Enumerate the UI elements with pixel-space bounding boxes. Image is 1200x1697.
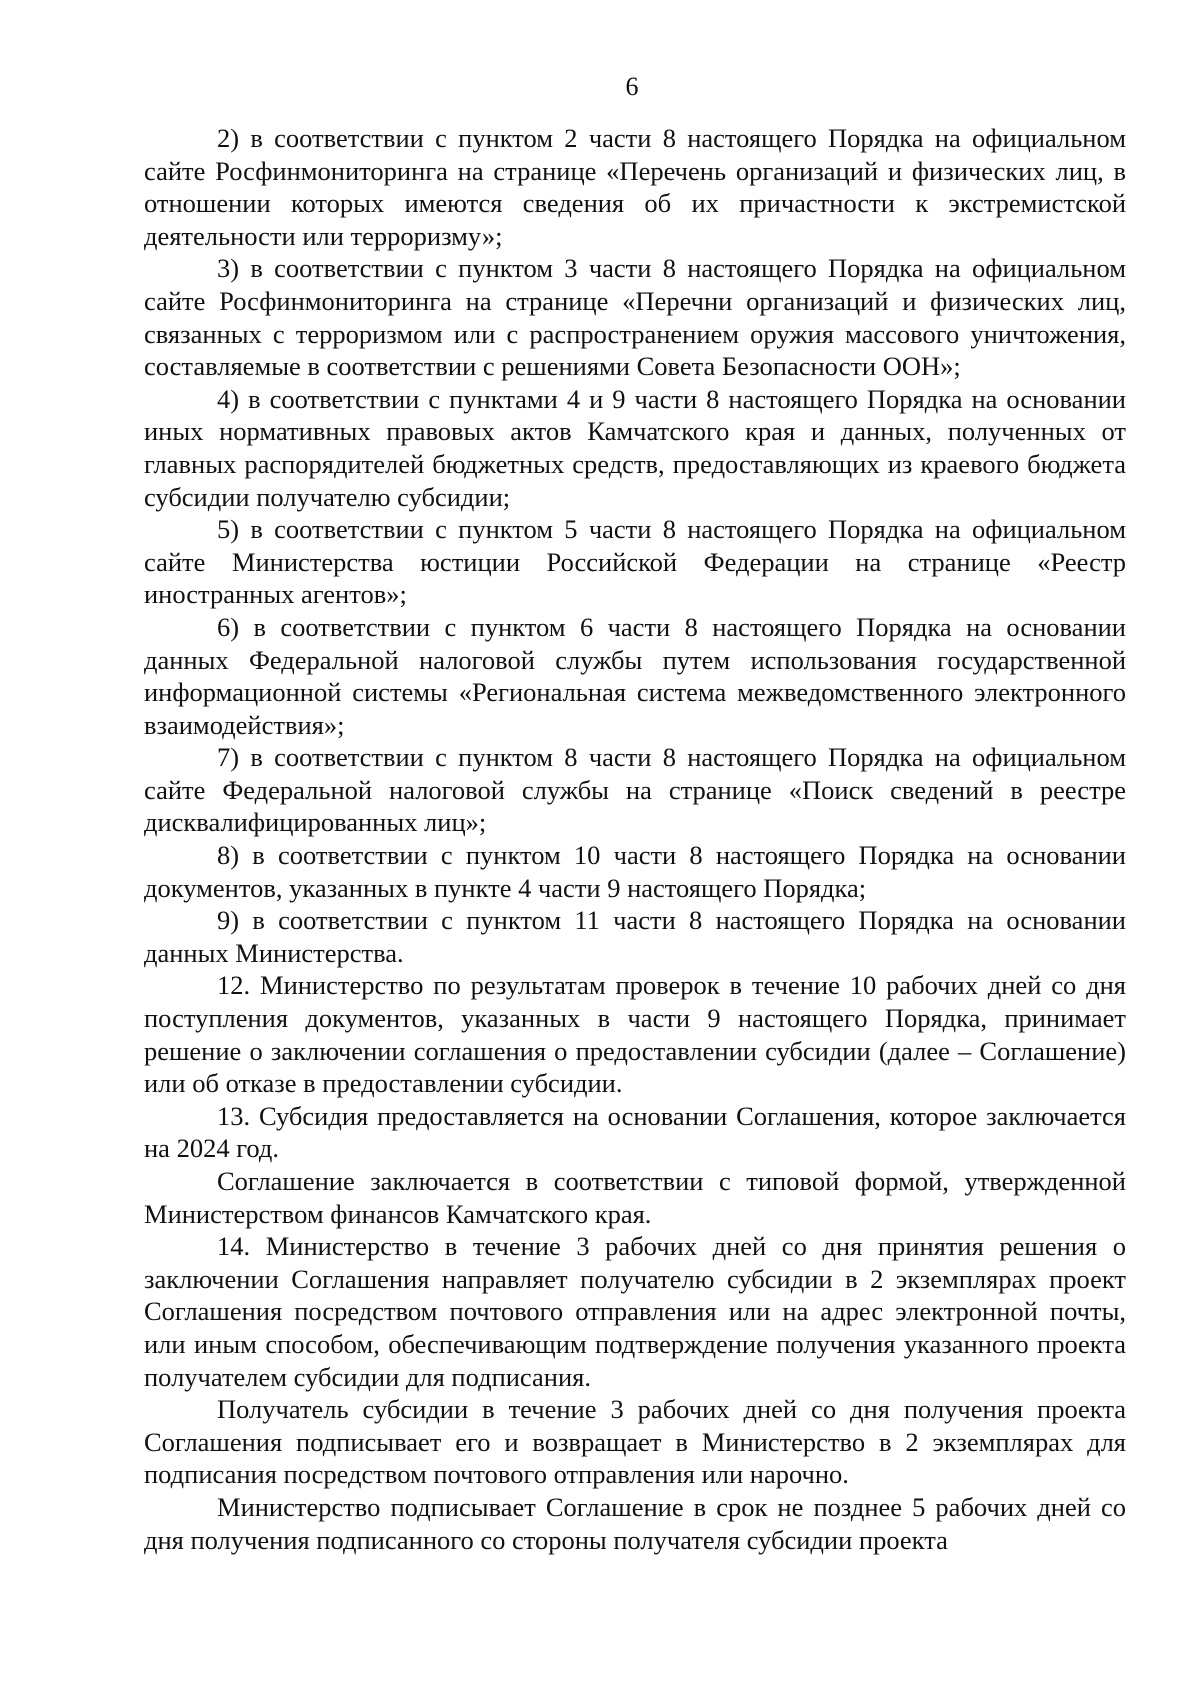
paragraph-item-8: 8) в соответствии с пунктом 10 части 8 настоящего Порядка на основании документов, указанных в пункте 4 части 9 настоящего Порядка; [144,840,1126,903]
paragraph-section-12: 12. Министерство по результатам проверок в течение 10 рабочих дней со дня поступления документов, указанных в части 9 настоящего Порядка, принимает решение о заключении соглашения о предоставлении субсидии (далее – Соглашение) или об отказе в предоставлении субсидии. [144,970,1126,1099]
paragraph-agreement-form: Соглашение заключается в соответствии с типовой формой, утвержденной Министерством финансов Камчатского края. [144,1166,1126,1229]
paragraph-section-13: 13. Субсидия предоставляется на основании Соглашения, которое заключается на 2024 год. [144,1100,1126,1164]
paragraph-section-14: 14. Министерство в течение 3 рабочих дней со дня принятия решения о заключении Соглашения направляет получателю субсидии в 2 экземплярах проект Соглашения посредством почтового отправления или на адрес электронной почты, или иным способом, обеспечивающим подтверждение получения указанного проекта получателем субсидии для подписания. [144,1231,1126,1392]
paragraph-item-9: 9) в соответствии с пунктом 11 части 8 настоящего Порядка на основании данных Министерства. [144,905,1126,968]
paragraph-item-4: 4) в соответствии с пунктами 4 и 9 части 8 настоящего Порядка на основании иных нормативных правовых актов Камчатского края и данных, полученных от главных распорядителей бюджетных средств, предоставляющих из краевого бюджета субсидии получателю субсидии; [144,383,1126,512]
document-body [144,122,1126,1556]
paragraph-recipient-signing: Получатель субсидии в течение 3 рабочих дней со дня получения проекта Соглашения подписывает его и возвращает в Министерство в 2 экземплярах для подписания посредством почтового отправления или нарочно. [144,1394,1126,1490]
page-number: 6 [625,72,639,101]
paragraph-ministry-signing: Министерство подписывает Соглашение в срок не позднее 5 рабочих дней со дня получения подписанного со стороны получателя субсидии проекта [144,1491,1126,1555]
paragraph-item-3: 3) в соответствии с пунктом 3 части 8 настоящего Порядка на официальном сайте Росфинмониторинга на странице «Перечни организаций и физических лиц, связанных с терроризмом или с распространением оружия массового уничтожения, составляемые в соответствии с решениями Совета Безопасности ООН»; [144,253,1126,382]
paragraph-item-2: 2) в соответствии с пунктом 2 части 8 настоящего Порядка на официальном сайте Росфинмониторинга на странице «Перечень организаций и физических лиц, в отношении которых имеются сведения об их причастности к экстремистской деятельности или терроризму»; [144,123,1126,251]
paragraph-item-5: 5) в соответствии с пунктом 5 части 8 настоящего Порядка на официальном сайте Министерства юстиции Российской Федерации на странице «Реестр иностранных агентов»; [144,514,1126,610]
paragraph-item-7: 7) в соответствии с пунктом 8 части 8 настоящего Порядка на официальном сайте Федеральной налоговой службы на странице «Поиск сведений в реестре дисквалифицированных лиц»; [144,742,1126,838]
paragraph-item-6: 6) в соответствии с пунктом 6 части 8 настоящего Порядка на основании данных Федеральной налоговой службы путем использования государственной информационной системы «Региональная система межведомственного электронного взаимодействия»; [144,611,1126,740]
